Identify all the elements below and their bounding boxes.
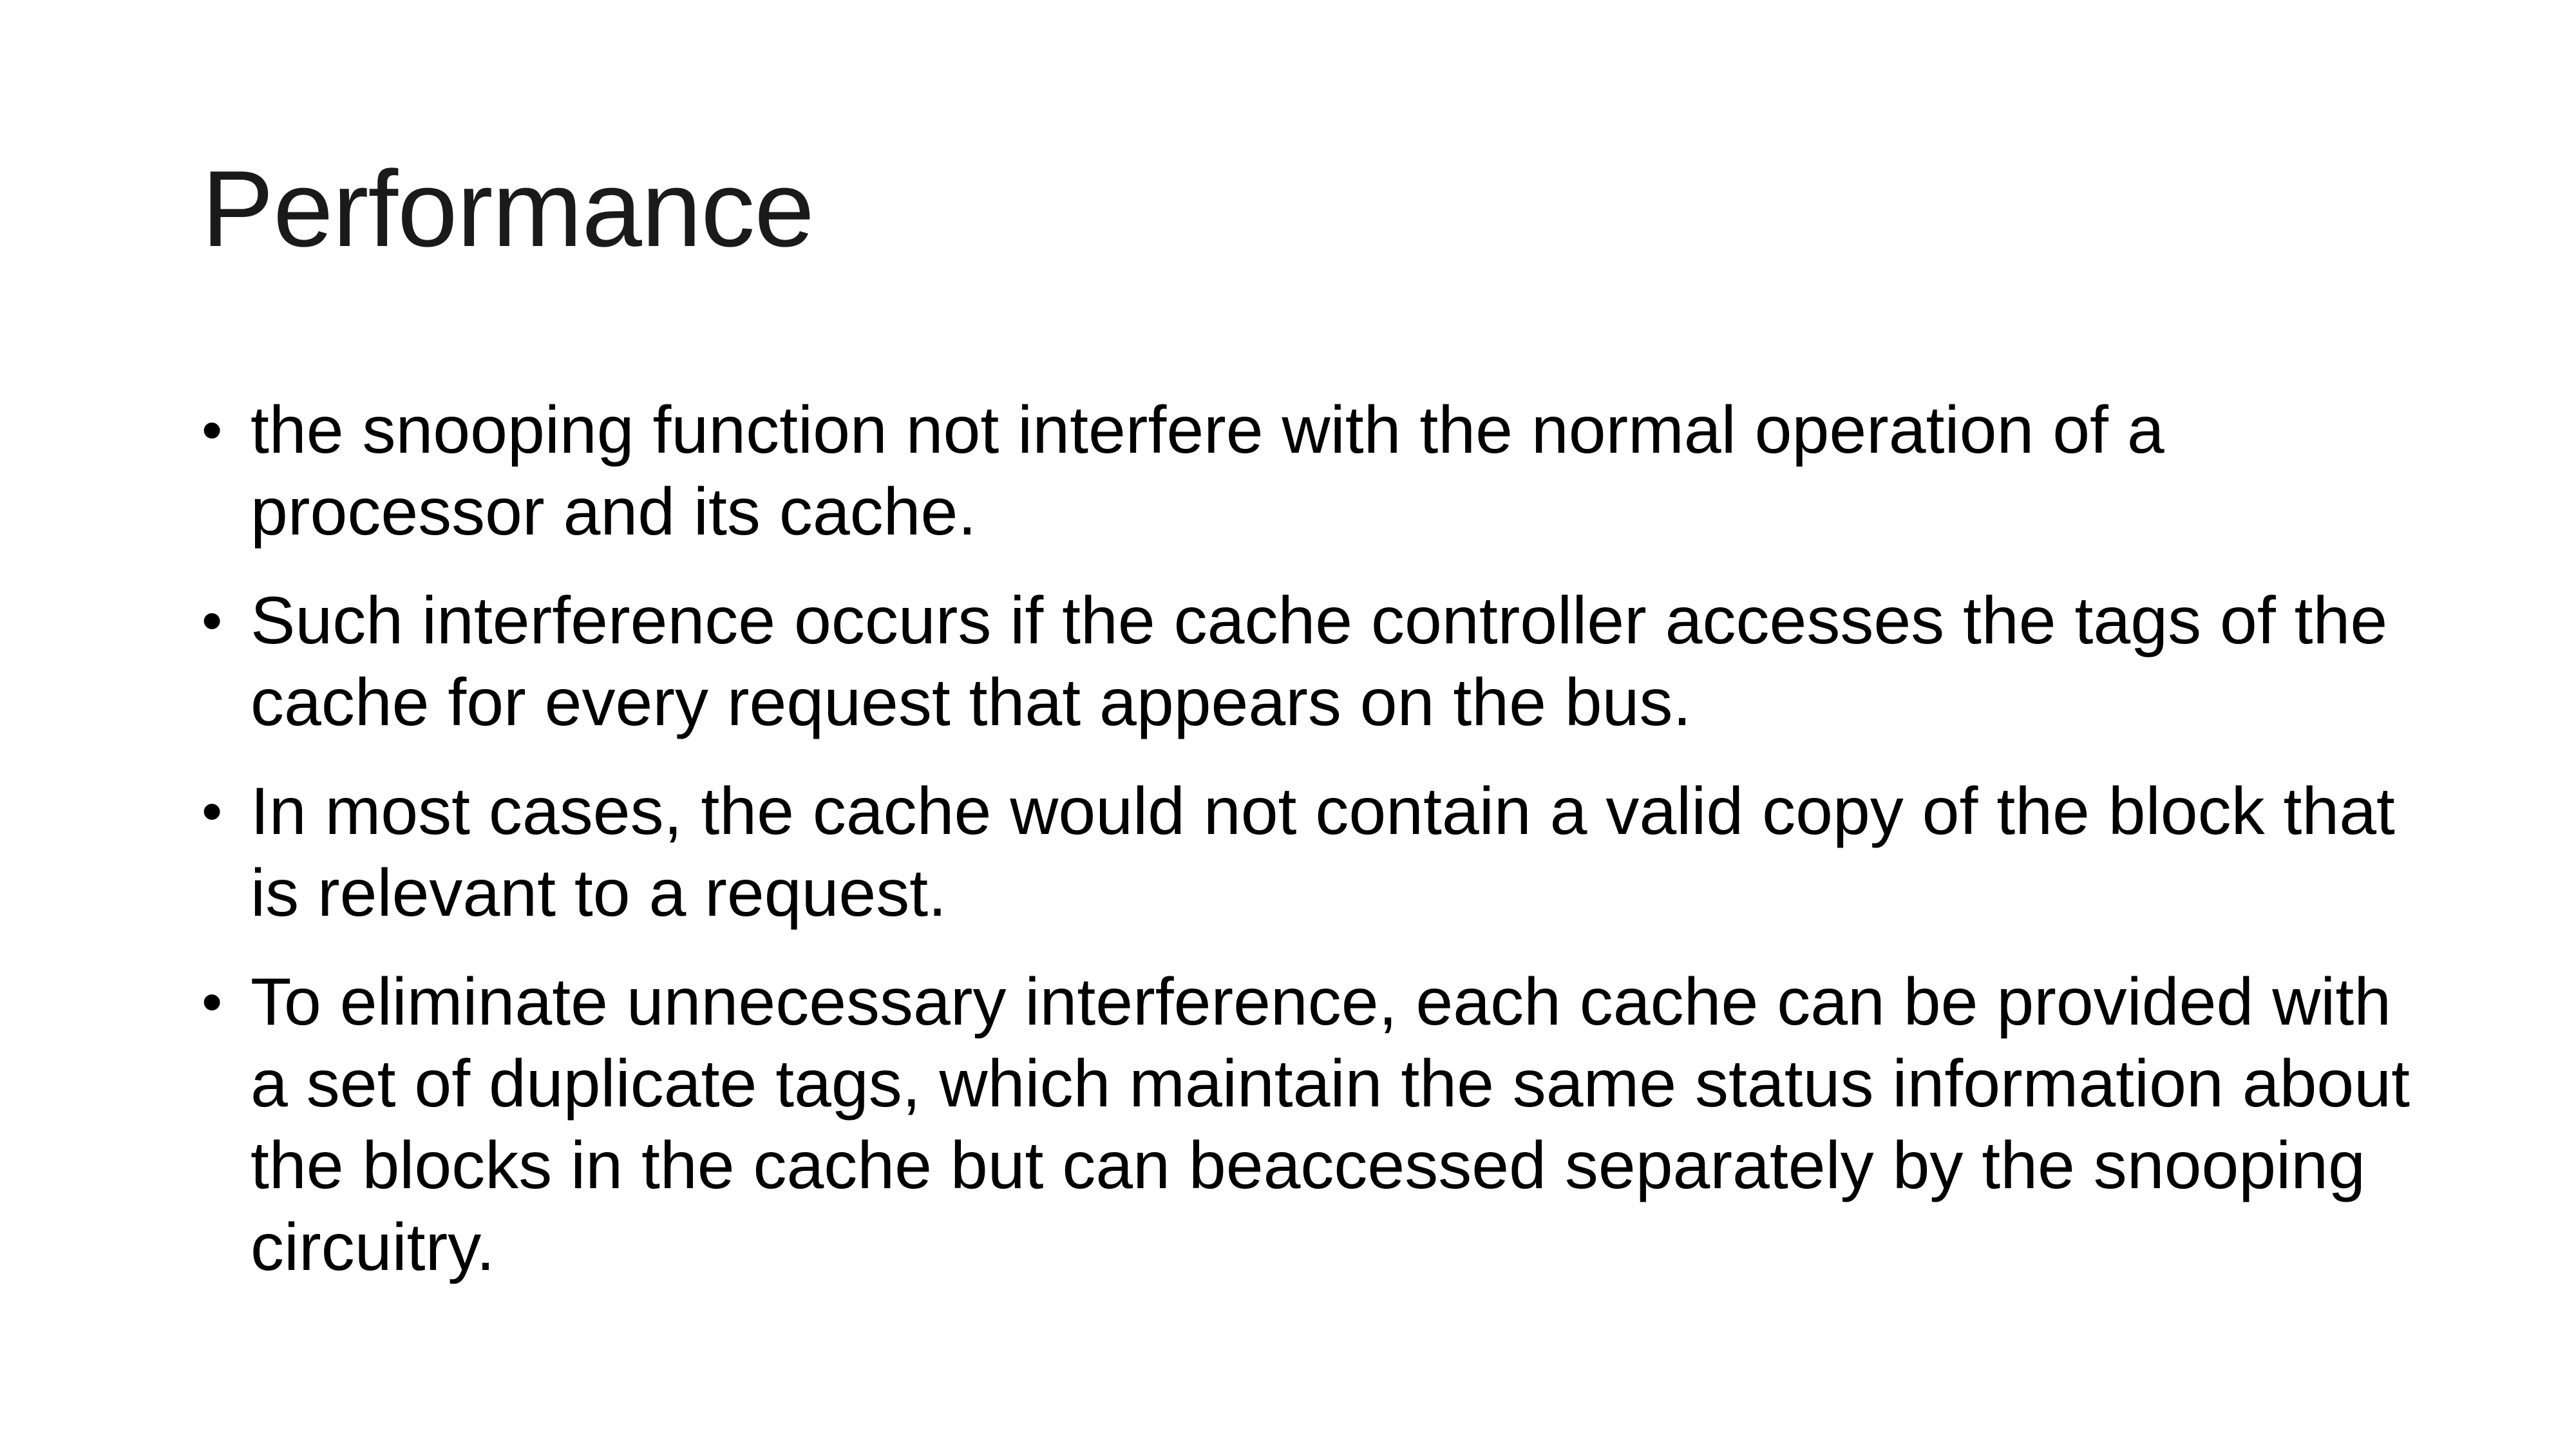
bullet-item: [202, 390, 2410, 553]
bullet-list: [202, 390, 2410, 1316]
bullet-text: To eliminate unnecessary interference, each cache can be provided with a set of duplicate tags, which maintain the same status information about the blocks in the cache but can beaccessed separately by the snooping circuitry.: [251, 965, 2410, 1285]
bullet-item: [202, 771, 2410, 934]
slide-title: Performance: [202, 148, 814, 269]
bullet-text: In most cases, the cache would not contain a valid copy of the block that is relevant to a request.: [251, 774, 2395, 931]
bullet-icon: •: [202, 397, 223, 463]
bullet-text: the snooping function not interfere with the normal operation of a processor and its cache.: [251, 393, 2164, 549]
bullet-item: [202, 580, 2410, 744]
bullet-item: [202, 961, 2410, 1289]
bullet-text: Such interference occurs if the cache controller accesses the tags of the cache for every request that appears on the bus.: [251, 583, 2388, 740]
bullet-icon: •: [202, 588, 223, 654]
bullet-icon: •: [202, 779, 223, 844]
bullet-icon: •: [202, 969, 223, 1035]
